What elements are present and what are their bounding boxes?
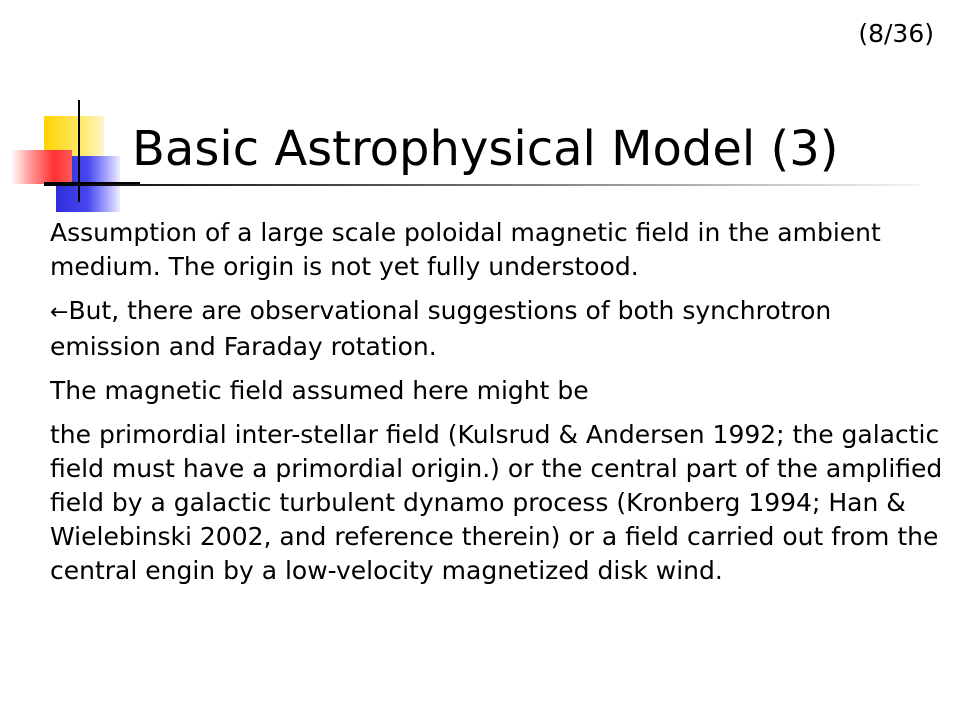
title-underline bbox=[44, 184, 920, 186]
slide-title: Basic Astrophysical Model (3) bbox=[132, 121, 839, 177]
paragraph-observational bbox=[50, 294, 950, 364]
vertical-rule-decoration bbox=[78, 100, 80, 202]
paragraph-origin-options: the primordial inter-stellar field (Kulsrud & Andersen 1992; the galactic field must have a primordial origin.) or the central part of the amplified field by a galactic turbulent dynamo process (Kronberg 1994; Han & Wielebinski 2002, and reference therein) or a field carried out from the central engin by a low-velocity magnetized disk wind. bbox=[50, 420, 943, 585]
decorative-logo bbox=[0, 98, 140, 218]
slide-body bbox=[50, 216, 950, 598]
paragraph-observational-text: But, there are observational suggestions of both synchrotron emission and Faraday rotation. bbox=[50, 296, 832, 361]
red-square-decoration bbox=[12, 150, 72, 184]
left-arrow-icon: ← bbox=[50, 300, 69, 325]
page-indicator: (8/36) bbox=[858, 19, 934, 48]
paragraph-field-assumed: The magnetic field assumed here might be bbox=[50, 376, 589, 405]
paragraph-assumption: Assumption of a large scale poloidal magnetic field in the ambient medium. The origin is not yet fully understood. bbox=[50, 218, 881, 281]
